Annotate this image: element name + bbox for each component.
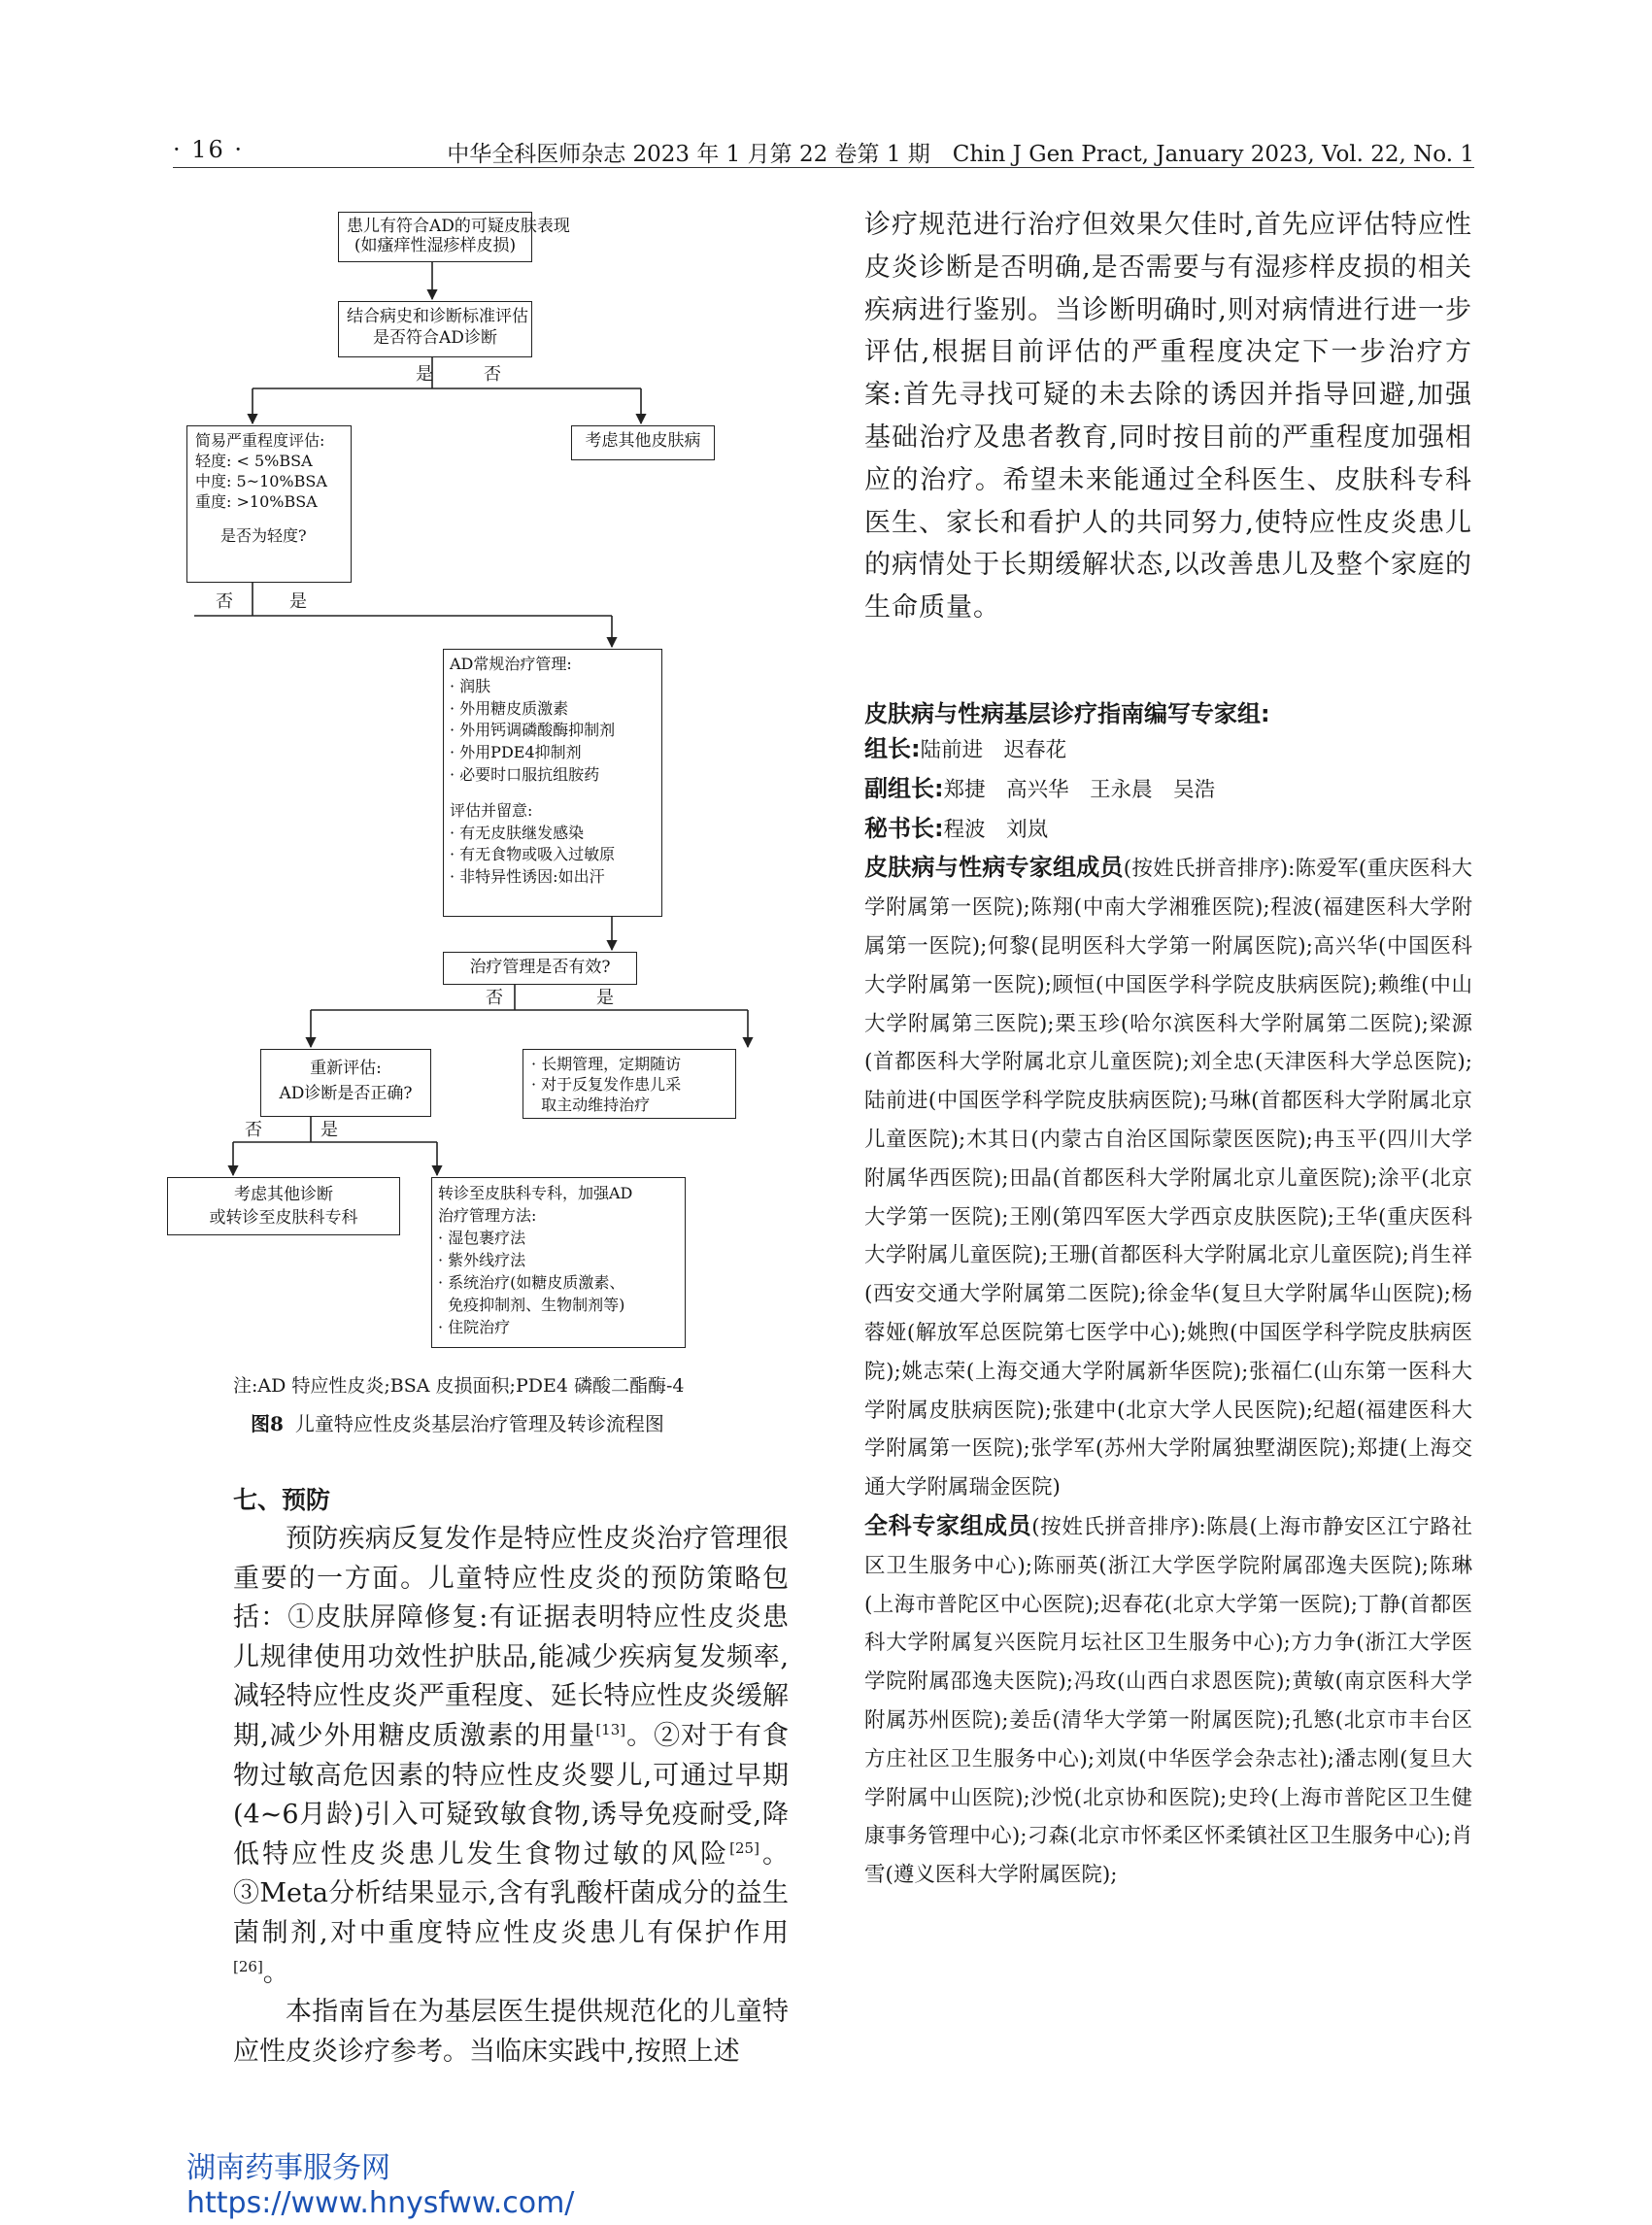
prevention-paragraph-2: 本指南旨在为基层医生提供规范化的儿童特应性皮炎诊疗参考。当临床实践中,按照上述 [233, 1997, 789, 2067]
page-header [173, 136, 1474, 167]
figure-caption [251, 1408, 664, 1436]
right-column-continuation: 诊疗规范进行治疗但效果欠佳时,首先应评估特应性皮炎诊断是否明确,是否需要与有湿疹样皮损的相关疾病进行鉴别。当诊断明确时,则对病情进行进一步评估,根据目前评估的严重程度决定下一步治疗方案:首先寻找可疑的未去除的诱因并指导回避,加强基础治疗及患者教育,同时按目前的严重程度加强相应的治疗。希望未来能通过全科医生、皮肤科专科医生、家长和看护人的共同努力,使特应性皮炎患儿的病情处于长期缓解状态,以改善患儿及整个家庭的生命质量。 [864, 210, 1472, 624]
reference-13: [13] [595, 1720, 626, 1738]
dermatology-members: 皮肤病与性病专家组成员(按姓氏拼音排序):陈爱军(重庆医科大学附属第一医院);陈翔(中南大学湘雅医院);程波(福建医科大学附属第一医院);何黎(昆明医科大学第一附属医院);高兴华(中国医科大学附属第一医院);顾恒(中国医学科学院皮肤病医院);赖维(中山大学附属第三医院);栗玉珍(哈尔滨医科大学附属第二医院);梁源(首都医科大学附属北京儿童医院);刘全忠(天津医科大学总医院);陆前进(中国医学科学院皮肤病医院);马琳(首都医科大学附属北京儿童医院);木其日(内蒙古自治区国际蒙医医院);冉玉平(四川大学附属华西医院);田晶(首都医科大学附属北京儿童医院);涂平(北京大学第一医院);王刚(第四军医大学西京皮肤医院);王华(重庆医科大学附属儿童医院);王珊(首都医科大学附属北京儿童医院);肖生祥(西安交通大学附属第二医院);徐金华(复旦大学附属华山医院);杨蓉娅(解放军总医院第七医学中心);姚煦(中国医学科学院皮肤病医院);姚志荣(上海交通大学附属新华医院);张福仁(山东第一医科大学附属皮肤病医院);张建中(北京大学人民医院);纪超(福建医科大学附属第一医院);张学军(苏州大学附属独墅湖医院);郑捷(上海交通大学附属瑞金医院) [864, 854, 1472, 1500]
flow-box-assess-diagnosis: 结合病史和诊断标准评估 是否符合AD诊断 [338, 301, 532, 357]
flow-box-treatment-effective: 治疗管理是否有效? [443, 952, 637, 985]
label-no-1: 否 [484, 364, 501, 385]
flow-box-long-term: · 长期管理，定期随访 · 对于反复发作患儿采 取主动维持治疗 [523, 1049, 736, 1119]
label-yes-3: 是 [596, 988, 614, 1008]
watermark-url: https://www.hnysfww.com/ [186, 2186, 575, 2220]
flowchart [194, 204, 796, 1379]
figure-title: 儿童特应性皮炎基层治疗管理及转诊流程图 [294, 1412, 664, 1435]
label-yes-1: 是 [416, 364, 433, 385]
group-deputy: 副组长:郑捷 高兴华 王永晨 吴浩 [864, 774, 1216, 802]
expert-group-members [864, 730, 1472, 1895]
label-yes-4: 是 [320, 1120, 338, 1140]
label-no-3: 否 [486, 988, 503, 1008]
journal-citation: 中华全科医师杂志 2023 年 1 月第 22 卷第 1 期 Chin J Gen Pract, January 2023, Vol. 22, No. 1 [447, 142, 1474, 167]
page-number: · 16 · [173, 136, 245, 163]
group-leader: 组长:陆前进 迟春花 [864, 735, 1067, 762]
flow-box-severity: 简易严重程度评估: 轻度: < 5%BSA 中度: 5~10%BSA 重度: >10%BSA 是否为轻度? [186, 425, 352, 583]
watermark [186, 2151, 574, 2221]
label-yes-2: 是 [289, 591, 307, 612]
label-no-2: 否 [216, 591, 233, 612]
expert-group-title: 皮肤病与性病基层诊疗指南编写专家组: [864, 700, 1270, 727]
reference-25: [25] [729, 1838, 759, 1857]
prevention-text [233, 1520, 789, 2072]
prevention-paragraph-1: 预防疾病反复发作是特应性皮炎治疗管理很重要的一方面。儿童特应性皮炎的预防策略包括：①皮肤屏障修复:有证据表明特应性皮炎患儿规律使用功效性护肤品,能减少疾病复发频率,减轻特应性皮炎严重程度、延长特应性皮炎缓解期,减少外用糖皮质激素的用量[13]。②对于有食物过敏高危因素的特应性皮炎婴儿,可通过早期(4~6月龄)引入可疑致敏食物,诱导免疫耐受,降低特应性皮炎患儿发生食物过敏的风险[25]。③Meta分析结果显示,含有乳酸杆菌成分的益生菌制剂,对中重度特应性皮炎患儿有保护作用[26]。 [233, 1524, 790, 1988]
flow-box-suspected-ad: 患儿有符合AD的可疑皮肤表现 (如瘙痒性湿疹样皮损) [338, 212, 532, 262]
flow-box-other-skin-disease: 考虑其他皮肤病 [571, 425, 715, 460]
flow-box-specialist-management: 转诊至皮肤科专科，加强AD 治疗管理方法: · 湿包裹疗法 · 紫外线疗法 · 系统治疗(如糖皮质激素、 免疫抑制剂、生物制剂等) · 住院治疗 [431, 1177, 686, 1348]
watermark-name: 湖南药事服务网 [186, 2151, 390, 2185]
group-secretary: 秘书长:程波 刘岚 [864, 814, 1049, 842]
flow-box-reassess: 重新评估: AD诊断是否正确? [260, 1049, 431, 1117]
section-heading: 七、预防 [233, 1486, 331, 1514]
reference-26: [26] [233, 1957, 263, 1975]
general-practice-members: 全科专家组成员(按姓氏拼音排序):陈晨(上海市静安区江宁路社区卫生服务中心);陈丽英(浙江大学医学院附属邵逸夫医院);陈琳(上海市普陀区中心医院);迟春花(北京大学第一医院);丁静(首都医科大学附属复兴医院月坛社区卫生服务中心);方力争(浙江大学医学院附属邵逸夫医院);冯玫(山西白求恩医院);黄敏(南京医科大学附属苏州医院);姜岳(清华大学第一附属医院);孔慜(北京市丰台区方庄社区卫生服务中心);刘岚(中华医学会杂志社);潘志刚(复旦大学附属中山医院);沙悦(北京协和医院);史玲(上海市普陀区卫生健康事务管理中心);刁森(北京市怀柔区怀柔镇社区卫生服务中心);肖雪(遵义医科大学附属医院); [864, 1511, 1472, 1888]
flow-box-routine-management: AD常规治疗管理: · 润肤 · 外用糖皮质激素 · 外用钙调磷酸酶抑制剂 · 外用PDE4抑制剂 · 必要时口服抗组胺药 评估并留意: · 有无皮肤继发感染 · 有无食物或吸入过敏原 · 非特异性诱因:如出汗 [443, 649, 662, 917]
figure-note: 注:AD 特应性皮炎;BSA 皮损面积;PDE4 磷酸二酯酶-4 [233, 1375, 685, 1397]
header-rule [173, 167, 1474, 168]
figure-label: 图8 [251, 1412, 284, 1435]
label-no-4: 否 [245, 1120, 262, 1140]
flow-box-refer-dermatology: 考虑其他诊断 或转诊至皮肤科专科 [167, 1177, 400, 1235]
